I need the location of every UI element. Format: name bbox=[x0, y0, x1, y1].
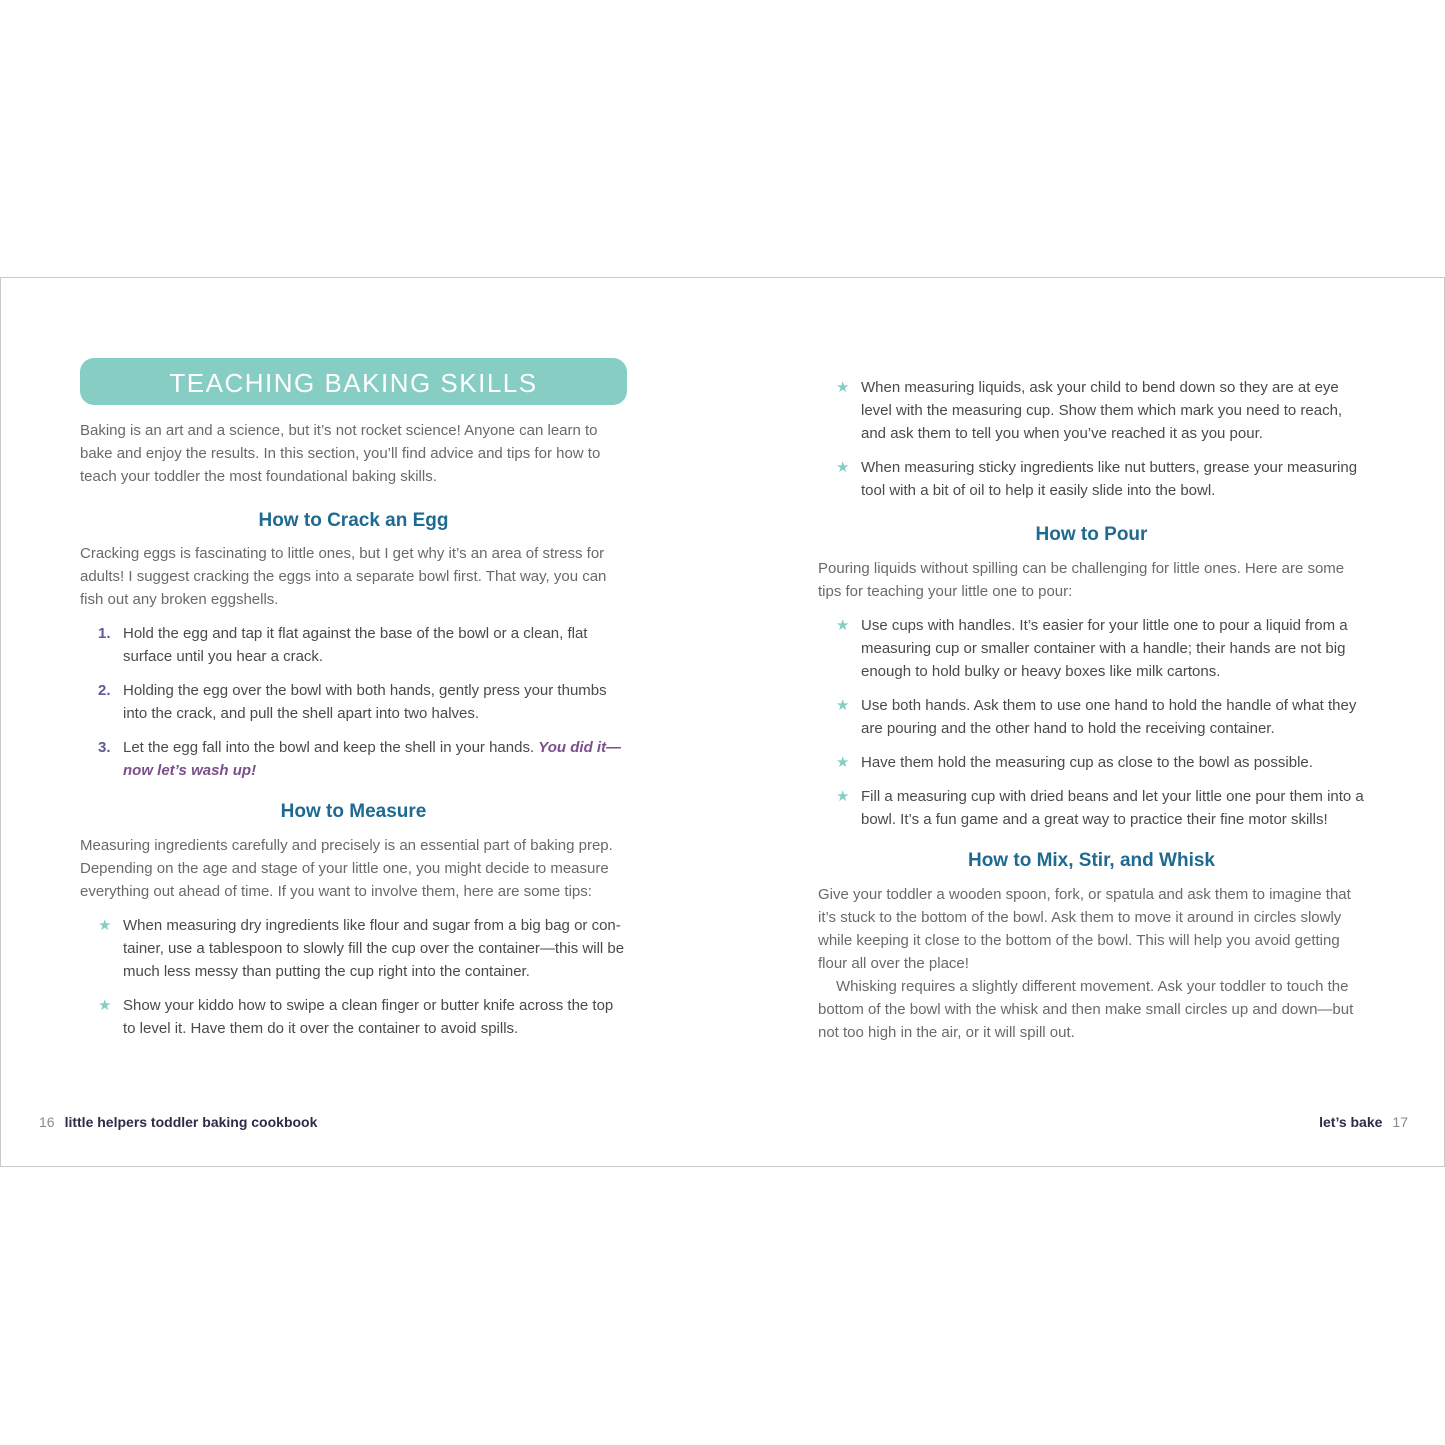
step-number: 3. bbox=[98, 739, 111, 756]
heading-crack-egg: How to Crack an Egg bbox=[258, 510, 449, 531]
step-number: 2. bbox=[98, 682, 111, 699]
list-item bbox=[818, 751, 1365, 774]
tip-text: When measuring dry ingredients like flour and sugar from a big bag or con-tainer, use a tablespoon to slowly fill the cup over the container—this will be much less messy than putting the cup right into the container. bbox=[123, 917, 625, 980]
pour-intro: Pouring liquids without spilling can be challenging for little ones. Here are some tips for teaching your little one to pour: bbox=[818, 560, 1345, 600]
tip-text: Fill a measuring cup with dried beans and let your little one pour them into a bowl. It’s a fun game and a great way to practice their fine motor skills! bbox=[861, 788, 1364, 828]
heading-pour: How to Pour bbox=[1035, 524, 1148, 545]
heading-measure: How to Measure bbox=[280, 801, 427, 822]
section-banner: TEACHING BAKING SKILLS bbox=[80, 358, 627, 405]
list-item bbox=[80, 679, 627, 725]
list-item bbox=[818, 376, 1365, 445]
book-spread bbox=[0, 277, 1445, 1167]
page-number: 17 bbox=[1392, 1114, 1408, 1130]
list-item bbox=[80, 736, 627, 782]
measure-intro: Measuring ingredients carefully and precisely is an essential part of baking prep. Depending on the age and stage of your little one, you might decide to measure everything out ahead of time. If you want to involve them, here are some tips: bbox=[80, 837, 613, 900]
mix-paragraph-2: Whisking requires a slightly different movement. Ask your toddler to touch the bottom of the bowl with the whisk and then make small circles up and down—but not too high in the air, or it will spill out. bbox=[818, 978, 1354, 1041]
step-number: 1. bbox=[98, 625, 111, 642]
heading-mix: How to Mix, Stir, and Whisk bbox=[967, 850, 1216, 871]
left-page bbox=[80, 358, 627, 1051]
star-icon: ★ bbox=[836, 459, 850, 476]
crack-steps bbox=[80, 622, 627, 782]
step-emphasis: You did it—now let’s wash up! bbox=[123, 739, 622, 779]
footer-right bbox=[1319, 1114, 1408, 1130]
mix-paragraph-1: Give your toddler a wooden spoon, fork, or spatula and ask them to imagine that it’s stuck to the bottom of the bowl. Ask them to move it around in circles slowly while keeping it close to the bottom of the bowl. This will help you avoid getting flour all over the place! bbox=[818, 886, 1351, 972]
footer-left bbox=[39, 1114, 317, 1130]
step-text: Hold the egg and tap it flat against the base of the bowl or a clean, flat surface until you hear a crack. bbox=[123, 625, 588, 665]
measure-tips bbox=[80, 914, 627, 1040]
crack-intro: Cracking eggs is fascinating to little ones, but I get why it’s an area of stress for adults! I suggest cracking the eggs into a separate bowl first. That way, you can fish out any broken eggshells. bbox=[80, 545, 607, 608]
running-title: little helpers toddler baking cookbook bbox=[64, 1114, 318, 1130]
running-title: let’s bake bbox=[1319, 1114, 1383, 1130]
list-item bbox=[80, 914, 627, 983]
tip-text: Have them hold the measuring cup as close to the bowl as possible. bbox=[861, 754, 1313, 771]
list-item bbox=[80, 622, 627, 668]
tip-text: Use cups with handles. It’s easier for your little one to pour a liquid from a measuring cup or smaller container with a handle; their hands are not big enough to hold bulky or heavy boxes like milk cartons. bbox=[861, 617, 1348, 680]
pour-tips bbox=[818, 614, 1365, 831]
star-icon: ★ bbox=[836, 754, 850, 771]
step-text: Let the egg fall into the bowl and keep the shell in your hands. bbox=[123, 739, 539, 756]
list-item bbox=[818, 694, 1365, 740]
star-icon: ★ bbox=[836, 697, 850, 714]
right-page bbox=[818, 376, 1365, 1044]
list-item bbox=[818, 456, 1365, 502]
tip-text: When measuring liquids, ask your child to bend down so they are at eye level with the measuring cup. Show them which mark you need to reach, and ask them to tell you when you’ve reached it as you pour. bbox=[861, 379, 1343, 442]
measure-tips-continued bbox=[818, 376, 1365, 502]
tip-text: Show your kiddo how to swipe a clean finger or butter knife across the top to level it. Have them do it over the container to avoid spills. bbox=[123, 997, 614, 1037]
star-icon: ★ bbox=[836, 379, 850, 396]
star-icon: ★ bbox=[98, 997, 112, 1014]
star-icon: ★ bbox=[836, 788, 850, 805]
tip-text: Use both hands. Ask them to use one hand to hold the handle of what they are pouring and the other hand to hold the receiving container. bbox=[861, 697, 1357, 737]
page-number: 16 bbox=[39, 1114, 55, 1130]
star-icon: ★ bbox=[836, 617, 850, 634]
star-icon: ★ bbox=[98, 917, 112, 934]
section-intro: Baking is an art and a science, but it’s not rocket science! Anyone can learn to bake and enjoy the results. In this section, you’ll find advice and tips for how to teach your toddler the most foundational baking skills. bbox=[80, 422, 601, 485]
list-item bbox=[818, 614, 1365, 683]
list-item bbox=[80, 994, 627, 1040]
list-item bbox=[818, 785, 1365, 831]
step-text: Holding the egg over the bowl with both hands, gently press your thumbs into the crack, and pull the shell apart into two halves. bbox=[123, 682, 607, 722]
tip-text: When measuring sticky ingredients like nut butters, grease your measuring tool with a bit of oil to help it easily slide into the bowl. bbox=[861, 459, 1358, 499]
